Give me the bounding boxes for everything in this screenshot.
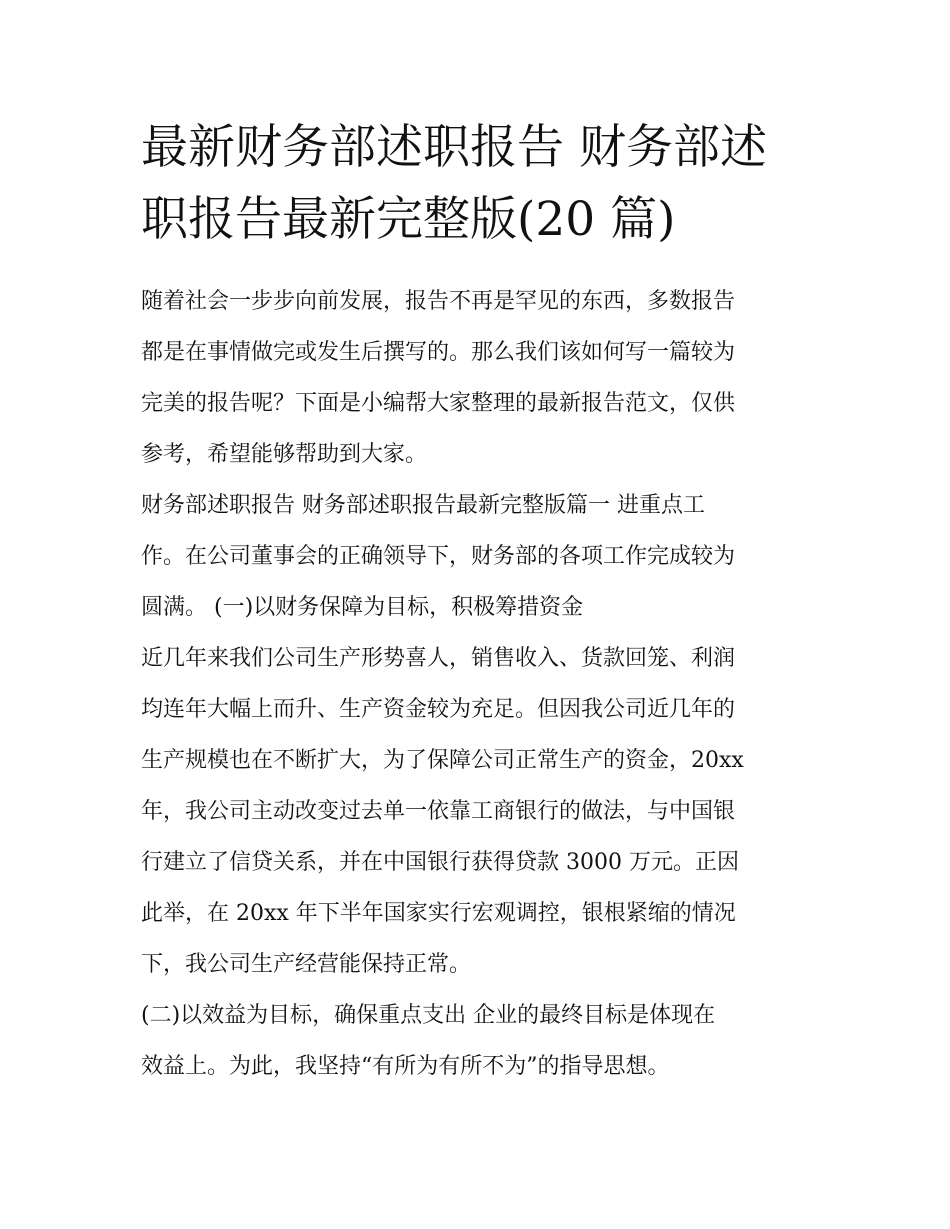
paragraph-funding: 近几年来我们公司生产形势喜人，销售收入、货款回笼、利润 均连年大幅上而升、生产资金较为充足。但因我公司近几年的 生产规模也在不断扩大，为了保障公司正常生产的资金，20xx 年，我公司主动改变过去单一依靠工商银行的做法，与中国银 行建立了信贷关系，并在中国银行获得贷款 3000 万元。正因 此举，在 20xx 年下半年国家实行宏观调控，银根紧缩的情况 下，我公司生产经营能保持正常。: [141, 646, 744, 977]
paragraph-section-one: 财务部述职报告 财务部述职报告最新完整版篇一 进重点工 作。在公司董事会的正确领导下，财务部的各项工作完成较为 圆满。 (一)以财务保障为目标，积极筹措资金: [141, 493, 736, 620]
paragraph-intro: 随着社会一步步向前发展，报告不再是罕见的东西，多数报告 都是在事情做完或发生后撰写的。那么我们该如何写一篇较为 完美的报告呢？下面是小编帮大家整理的最新报告范文，仅供 参考，希望能够帮助到大家。: [141, 289, 736, 467]
document-body: [141, 276, 821, 1092]
document-title: 最新财务部述职报告 财务部述 职报告最新完整版(20 篇): [141, 120, 767, 247]
paragraph-section-two: (二)以效益为目标，确保重点支出 企业的最终目标是体现在 效益上。为此，我坚持“有所为有所不为”的指导思想。: [141, 1003, 716, 1079]
